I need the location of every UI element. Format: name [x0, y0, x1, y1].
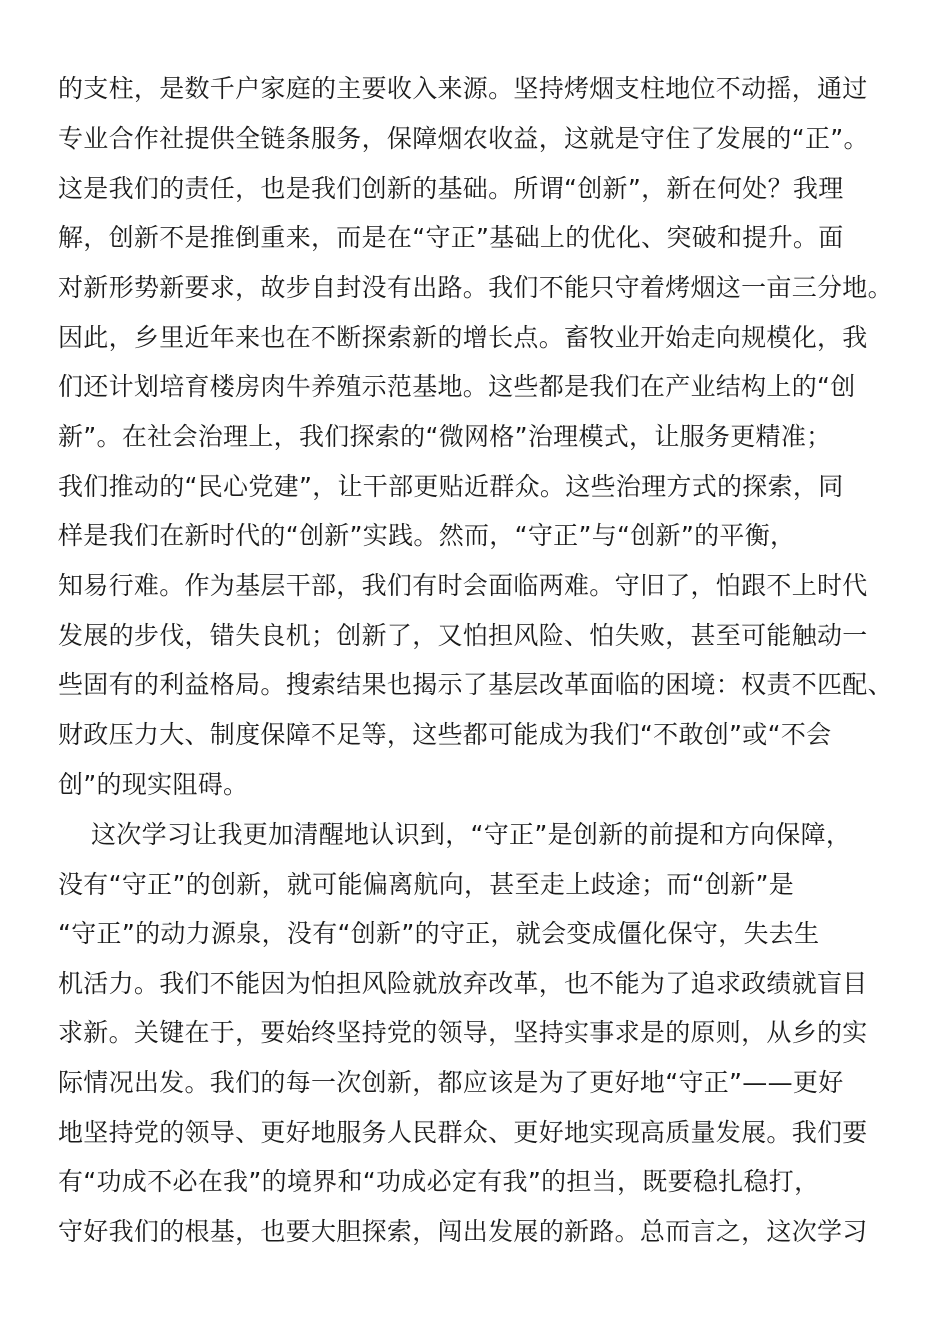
- text-line: 因此，乡里近年来也在不断探索新的增长点。畜牧业开始走向规模化，我: [58, 323, 868, 352]
- text-line: 创”的现实阻碍。: [58, 770, 249, 799]
- text-line: 些固有的利益格局。搜索结果也揭示了基层改革面临的困境：权责不匹配、: [58, 670, 893, 699]
- text-line: 对新形势新要求，故步自封没有出路。我们不能只守着烤烟这一亩三分地。: [58, 273, 893, 302]
- text-line: 们还计划培育楼房肉牛养殖示范基地。这些都是我们在产业结构上的“创: [58, 372, 856, 401]
- text-line: 我们推动的“民心党建”，让干部更贴近群众。这些治理方式的探索，同: [58, 472, 844, 501]
- text-line: 有“功成不必在我”的境界和“功成必定有我”的担当，既要稳扎稳打，: [58, 1167, 820, 1196]
- text-line: 的支柱，是数千户家庭的主要收入来源。坚持烤烟支柱地位不动摇，通过: [58, 74, 868, 103]
- text-line: “守正”的动力源泉，没有“创新”的守正，就会变成僵化保守，失去生: [58, 919, 820, 948]
- text-line: 这是我们的责任，也是我们创新的基础。所谓“创新”，新在何处？我理: [58, 174, 844, 203]
- text-line: 解，创新不是推倒重来，而是在“守正”基础上的优化、突破和提升。面: [58, 223, 844, 252]
- text-line: 发展的步伐，错失良机；创新了，又怕担风险、怕失败，甚至可能触动一: [58, 621, 868, 650]
- paragraph-start-line: 这次学习让我更加清醒地认识到，“守正”是创新的前提和方向保障，: [58, 820, 852, 849]
- text-line: 财政压力大、制度保障不足等，这些都可能成为我们“不敢创”或“不会: [58, 720, 832, 749]
- text-line: 专业合作社提供全链条服务，保障烟农收益，这就是守住了发展的“正”。: [58, 124, 869, 153]
- text-line: 样是我们在新时代的“创新”实践。然而，“守正”与“创新”的平衡，: [58, 521, 796, 550]
- text-line: 新”。在社会治理上，我们探索的“微网格”治理模式，让服务更精准；: [58, 422, 832, 451]
- text-line: 没有“守正”的创新，就可能偏离航向，甚至走上歧途；而“创新”是: [58, 870, 795, 899]
- text-line: 求新。关键在于，要始终坚持党的领导，坚持实事求是的原则，从乡的实: [58, 1018, 868, 1047]
- text-line: 知易行难。作为基层干部，我们有时会面临两难。守旧了，怕跟不上时代: [58, 571, 868, 600]
- text-line: 际情况出发。我们的每一次创新，都应该是为了更好地“守正”——更好: [58, 1068, 844, 1097]
- text-line: 地坚持党的领导、更好地服务人民群众、更好地实现高质量发展。我们要: [58, 1118, 868, 1147]
- text-line: 机活力。我们不能因为怕担风险就放弃改革，也不能为了追求政绩就盲目: [58, 969, 868, 998]
- text-line: 守好我们的根基，也要大胆探索，闯出发展的新路。总而言之，这次学习: [58, 1217, 868, 1246]
